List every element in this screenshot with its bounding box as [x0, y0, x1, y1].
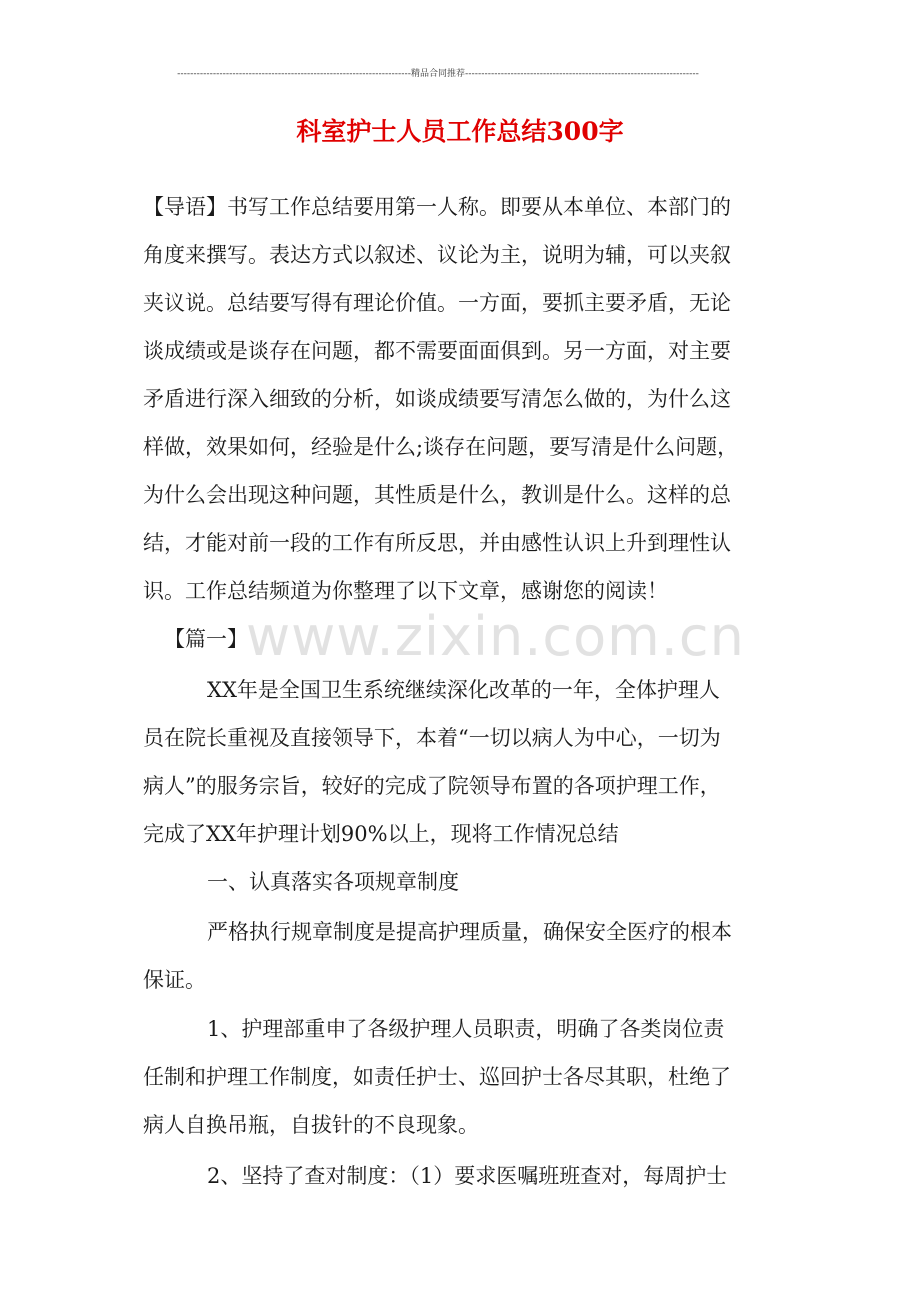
text-line: 1、护理部重申了各级护理人员职责，明确了各类岗位责 [207, 1017, 725, 1041]
page-header-rule [138, 66, 738, 82]
text-line: 谈成绩或是谈存在问题，都不需要面面俱到。另一方面，对主要 [143, 339, 731, 363]
text-line: 完成了XX年护理计划90%以上，现将工作情况总结 [143, 822, 619, 846]
text-line: 员在院长重视及直接领导下，本着“一切以病人为中心，一切为 [143, 726, 721, 750]
text-line: 角度来撰写。表达方式以叙述、议论为主，说明为辅，可以夹叙 [143, 243, 731, 267]
text-line: 病人”的服务宗旨，较好的完成了院领导布置的各项护理工作， [143, 774, 721, 798]
subheading: 一、认真落实各项规章制度 [207, 870, 459, 894]
text-line: 矛盾进行深入细致的分析，如谈成绩要写清怎么做的，为什么这 [143, 387, 731, 411]
text-line: XX年是全国卫生系统继续深化改革的一年，全体护理人 [207, 678, 720, 702]
text-line: 为什么会出现这种问题，其性质是什么，教训是什么。这样的总 [143, 483, 731, 507]
header-dashes-left: ------------------------------------------------------------------------ [177, 69, 411, 79]
text-line: 任制和护理工作制度，如责任护士、巡回护士各尽其职，杜绝了 [143, 1065, 731, 1089]
text-line: 样做，效果如何，经验是什么;谈存在问题，要写清是什么问题， [143, 435, 739, 459]
text-line: 结，才能对前一段的工作有所反思，并由感性认识上升到理性认 [143, 531, 731, 555]
text-line: 病人自换吊瓶，自拔针的不良现象。 [143, 1113, 479, 1137]
text-line: 夹议说。总结要写得有理论价值。一方面，要抓主要矛盾，无论 [143, 291, 731, 315]
text-line: 严格执行规章制度是提高护理质量，确保安全医疗的根本 [207, 920, 732, 944]
section-heading: 【篇一】 [164, 627, 248, 651]
text-line: 保证。 [143, 968, 206, 992]
text-line: 识。工作总结频道为你整理了以下文章，感谢您的阅读！ [143, 579, 668, 603]
document-title: 科室护士人员工作总结300字 [296, 117, 624, 146]
watermark-text: www.zixin.com.cn [246, 605, 745, 668]
text-line: 【导语】书写工作总结要用第一人称。即要从本单位、本部门的 [143, 195, 731, 219]
header-label: 精品合同推荐 [410, 69, 465, 79]
text-line: 2、坚持了查对制度：（1）要求医嘱班班查对，每周护士 [207, 1164, 728, 1188]
header-dashes-right: ------------------------------------------------------------------------ [465, 69, 699, 79]
